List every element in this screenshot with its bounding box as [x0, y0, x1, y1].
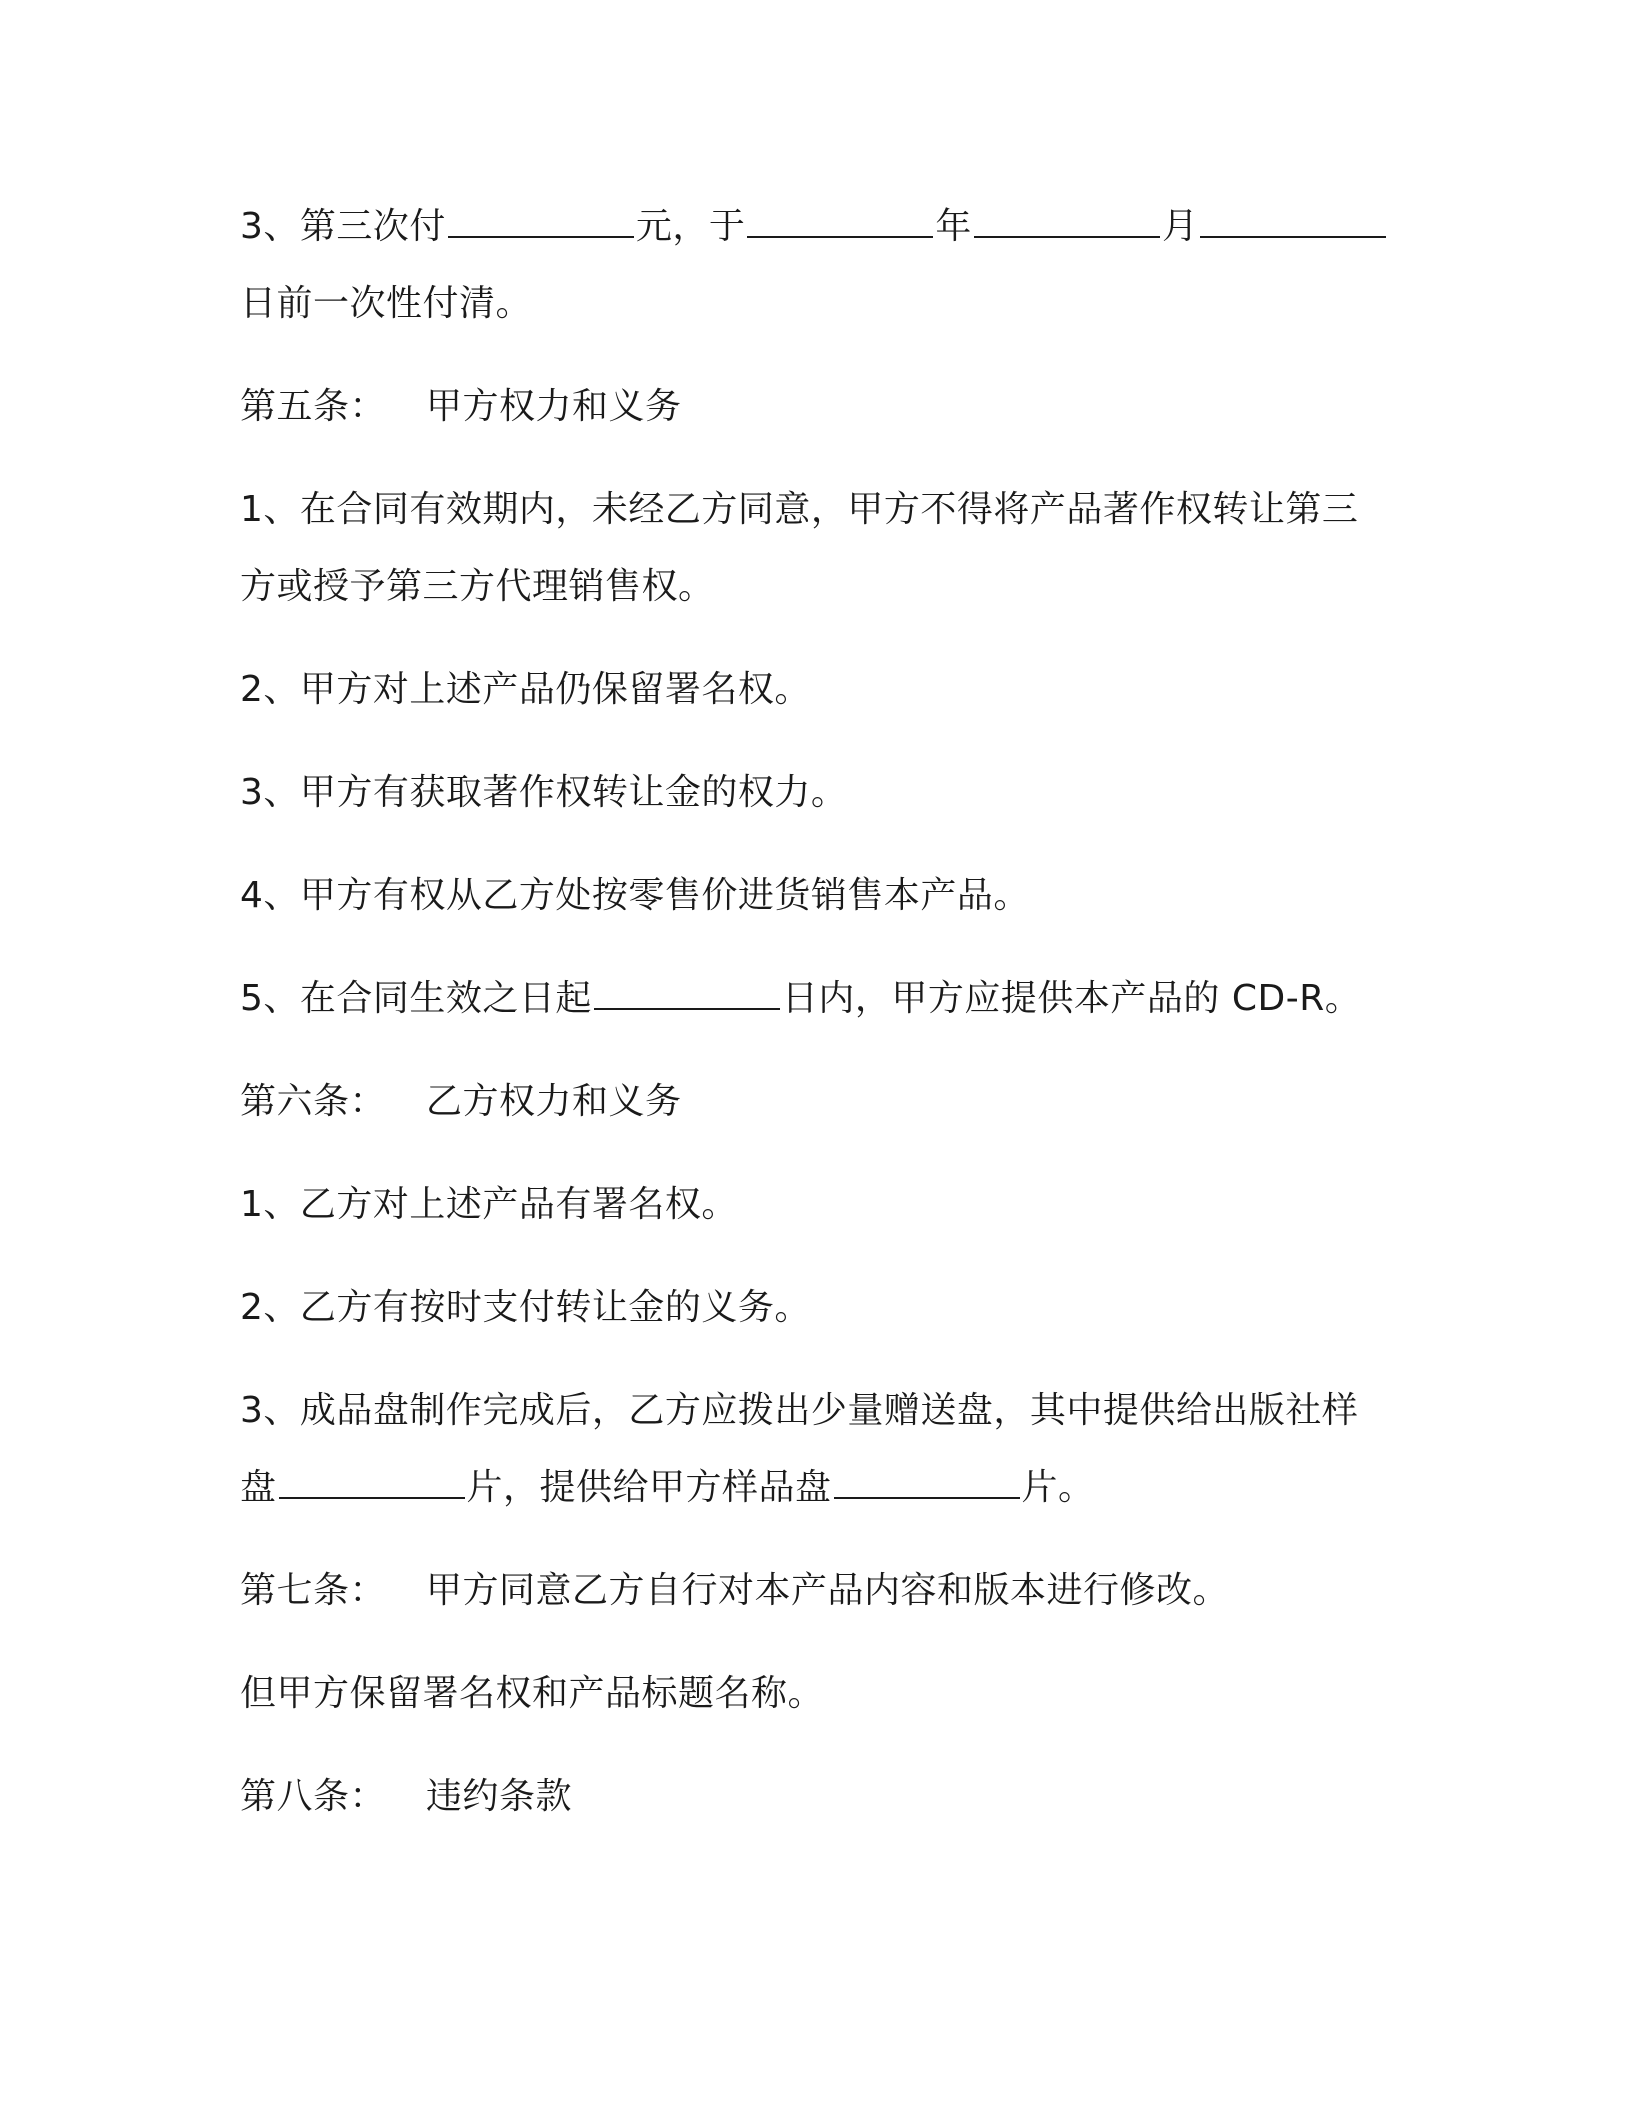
party-a-sample-blank[interactable]: [834, 1467, 1020, 1499]
article-5-item-1: 1、在合同有效期内，未经乙方同意，甲方不得将产品著作权转让第三方或授予第三方代理销售权。: [240, 489, 1359, 607]
payment-clause-3-text-e: 日前一次性付清。: [240, 283, 533, 324]
article-7-title: 甲方同意乙方自行对本产品内容和版本进行修改。: [426, 1570, 1230, 1611]
article-5-item-3: 3、甲方有获取著作权转让金的权力。: [240, 772, 848, 813]
year-blank[interactable]: [747, 206, 933, 238]
article-6-item-3-text-b: 片，提供给甲方样品盘: [466, 1467, 832, 1508]
article-6-label: 第六条：: [240, 1081, 387, 1122]
article-5-item-4: 4、甲方有权从乙方处按零售价进货销售本产品。: [240, 875, 1030, 916]
article-6-item-3-text-a: 3、成品盘制作完成后，乙方应拨出少量赠送盘，其中提供给出版社样盘: [240, 1390, 1359, 1508]
article-6-title: 乙方权力和义务: [426, 1081, 682, 1122]
article-6-item-1: 1、乙方对上述产品有署名权。: [240, 1184, 738, 1225]
article-5-heading: [240, 368, 1390, 445]
article-5-title: 甲方权力和义务: [426, 386, 682, 427]
article-7-continuation: 但甲方保留署名权和产品标题名称。: [240, 1673, 825, 1714]
payment-clause-3: [240, 188, 1390, 342]
payment-clause-3-text-d: 月: [1161, 206, 1199, 247]
article-5-item-5-text-b: 日内，甲方应提供本产品的 CD-R。: [781, 978, 1362, 1019]
article-7-label: 第七条：: [240, 1570, 387, 1611]
article-5-item-5: [240, 960, 1390, 1037]
article-8-title: 违约条款: [426, 1776, 573, 1817]
article-6-item-2: 2、乙方有按时支付转让金的义务。: [240, 1287, 811, 1328]
article-6-item-3-text-c: 片。: [1021, 1467, 1095, 1508]
article-6-heading: [240, 1063, 1390, 1140]
publisher-sample-blank[interactable]: [279, 1467, 465, 1499]
payment-clause-3-text-a: 3、第三次付: [240, 206, 446, 247]
day-blank[interactable]: [1200, 206, 1386, 238]
days-blank[interactable]: [594, 978, 780, 1010]
payment-clause-3-text-c: 年: [935, 206, 972, 247]
month-blank[interactable]: [974, 206, 1160, 238]
article-6-item-3: [240, 1372, 1380, 1526]
article-8-heading: [240, 1758, 1390, 1835]
article-5-label: 第五条：: [240, 386, 387, 427]
document-body: [240, 188, 1390, 1861]
payment-clause-3-text-b: 元，于: [635, 206, 746, 247]
article-5-item-2: 2、甲方对上述产品仍保留署名权。: [240, 669, 811, 710]
amount-blank[interactable]: [448, 206, 634, 238]
article-5-item-5-text-a: 5、在合同生效之日起: [240, 978, 592, 1019]
article-8-label: 第八条：: [240, 1776, 387, 1817]
article-7-heading: [240, 1552, 1390, 1629]
